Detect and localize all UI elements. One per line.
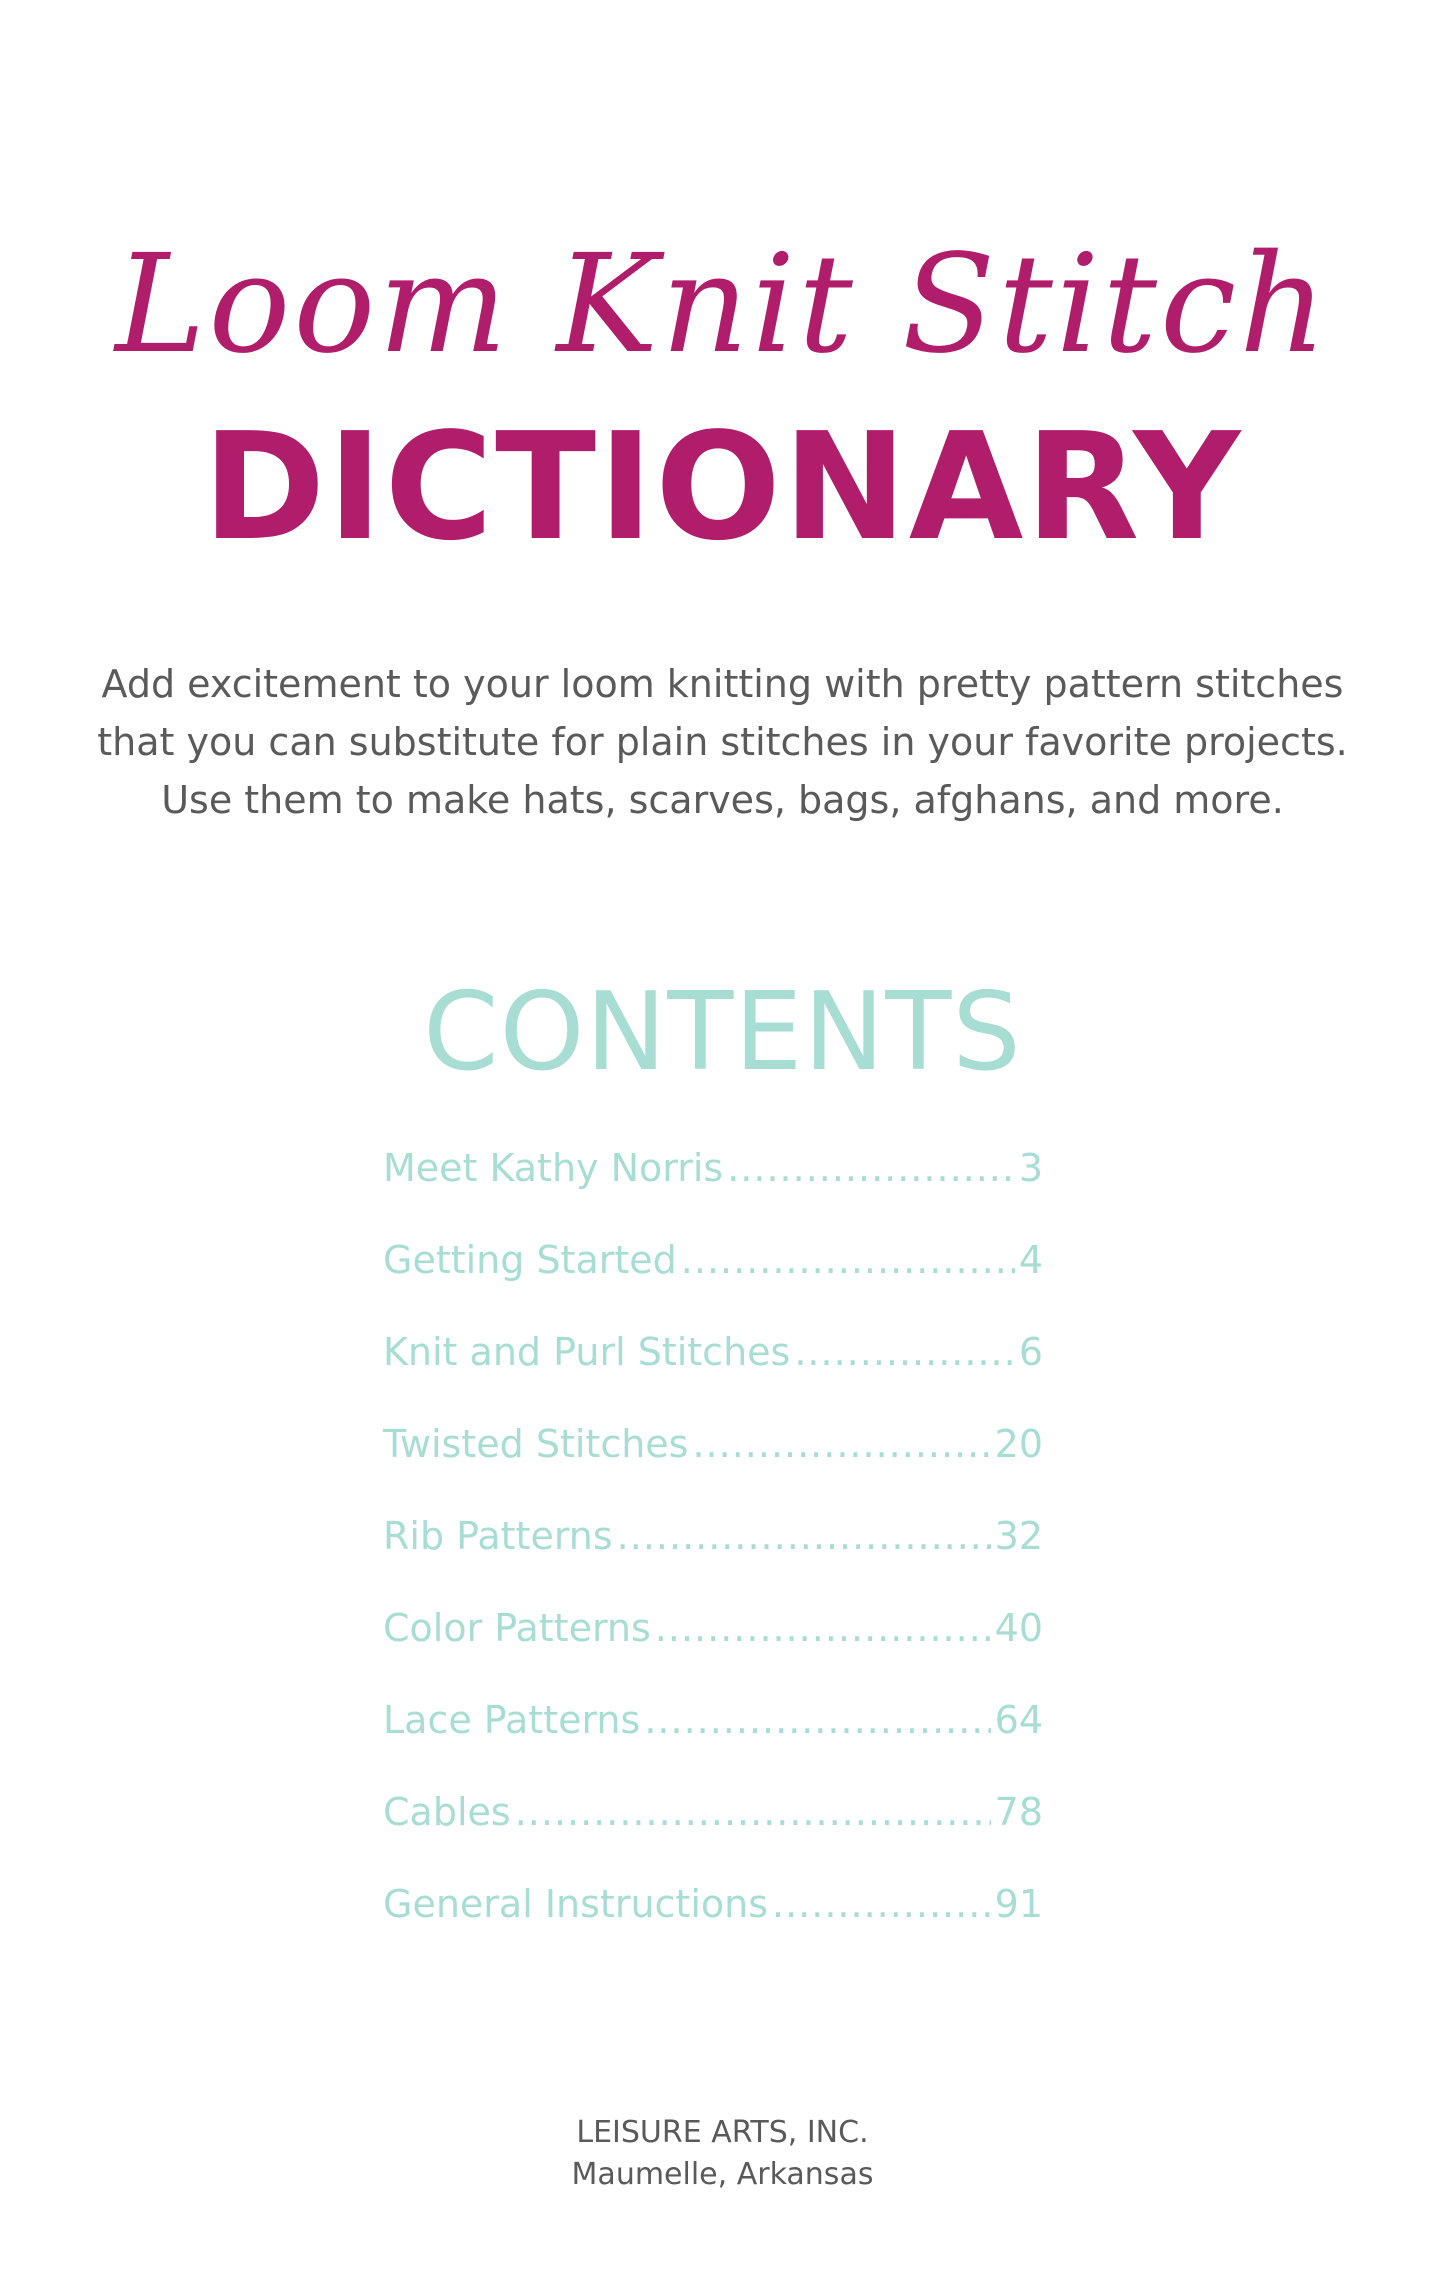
toc-item [383,1690,1043,1782]
toc-item [383,1414,1043,1506]
toc-item [383,1782,1043,1874]
toc-item [383,1598,1043,1690]
intro-line: Add excitement to your loom knitting with pretty pattern stitches [101,662,1344,706]
toc-item-label: Twisted Stitches [383,1422,689,1466]
toc-item-page: 4 [1018,1238,1043,1282]
intro-paragraph [60,655,1385,829]
dot-leader [644,1690,990,1750]
toc-item-label: General Instructions [383,1882,769,1926]
toc-item-label: Rib Patterns [383,1514,613,1558]
dot-leader [617,1506,991,1566]
toc-item-page: 40 [994,1606,1043,1650]
dot-leader [772,1874,991,1934]
dot-leader [794,1322,1014,1382]
toc-item-label: Getting Started [383,1238,677,1282]
dot-leader [655,1598,991,1658]
dot-leader [692,1414,990,1474]
toc-item-page: 20 [994,1422,1043,1466]
title-script-line: Loom Knit Stitch [115,226,1330,384]
toc-item-label: Knit and Purl Stitches [383,1330,791,1374]
toc-item-label: Lace Patterns [383,1698,641,1742]
publisher-location: Maumelle, Arkansas [571,2157,874,2192]
table-of-contents [383,1138,1043,1966]
toc-item-page: 32 [994,1514,1043,1558]
toc-item-page: 78 [994,1790,1043,1834]
toc-item-label: Meet Kathy Norris [383,1146,724,1190]
dot-leader [515,1782,991,1842]
toc-item-page: 6 [1018,1330,1043,1374]
toc-item [383,1322,1043,1414]
intro-line: that you can substitute for plain stitches in your favorite projects. [97,720,1348,764]
toc-item-label: Cables [383,1790,511,1834]
publisher-name: LEISURE ARTS, INC. [576,2115,869,2150]
toc-item-page: 91 [994,1882,1043,1926]
intro-line: Use them to make hats, scarves, bags, afghans, and more. [161,778,1284,822]
toc-item [383,1874,1043,1966]
dot-leader [727,1138,1015,1198]
contents-heading: CONTENTS [423,970,1022,1095]
toc-item-page: 64 [994,1698,1043,1742]
toc-item [383,1138,1043,1230]
toc-item-label: Color Patterns [383,1606,651,1650]
toc-item-page: 3 [1018,1146,1043,1190]
dot-leader [681,1230,1015,1290]
publisher-info [0,2112,1445,2196]
title-bold-line: DICTIONARY [202,401,1243,573]
toc-item [383,1506,1043,1598]
toc-item [383,1230,1043,1322]
